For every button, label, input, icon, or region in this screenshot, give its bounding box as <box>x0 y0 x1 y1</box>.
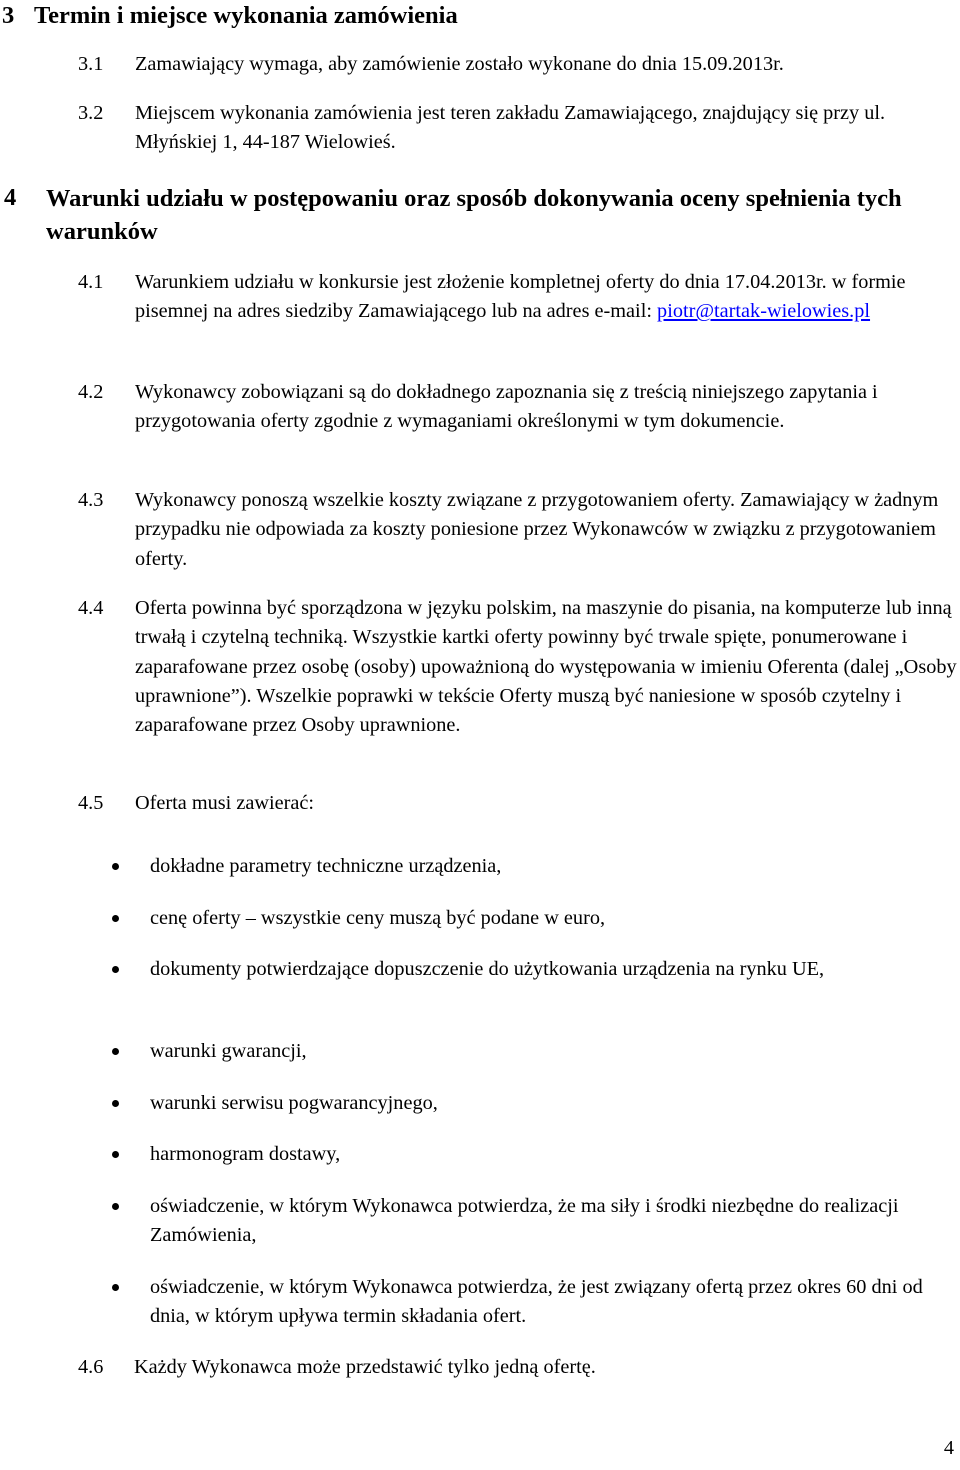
item-4-4 <box>78 594 960 740</box>
bullet-icon <box>112 1100 119 1107</box>
item-4-4-number: 4.4 <box>78 597 104 619</box>
item-4-1-body: Warunkiem udziału w konkursie jest złożenie kompletnej oferty do dnia 17.04.2013r. w formie pisemnej na adres siedziby Zamawiającego lub na adres e-mail: <box>135 271 906 323</box>
item-4-1-number: 4.1 <box>78 271 104 293</box>
list-item-text: oświadczenie, w którym Wykonawca potwierdza, że jest związany ofertą przez okres 60 dni od dnia, w którym upływa termin składania ofert. <box>150 1276 923 1328</box>
list-item-text: warunki serwisu pogwarancyjnego, <box>150 1092 438 1114</box>
bullet-icon <box>112 1048 119 1055</box>
bullet-icon <box>112 1203 119 1210</box>
list-item <box>112 1037 960 1066</box>
item-4-1-text <box>135 268 957 327</box>
item-3-1-text: Zamawiający wymaga, aby zamówienie zostało wykonane do dnia 15.09.2013r. <box>135 53 784 75</box>
list-item-text: warunki gwarancji, <box>150 1040 307 1062</box>
section-3-heading <box>2 0 942 31</box>
bullet-icon <box>112 863 119 870</box>
list-item <box>112 1192 960 1251</box>
list-item-text: oświadczenie, w którym Wykonawca potwierdza, że ma siły i środki niezbędne do realizacji Zamówienia, <box>150 1195 899 1247</box>
item-3-1 <box>78 50 960 79</box>
item-3-2-text: Miejscem wykonania zamówienia jest teren zakładu Zamawiającego, znajdujący się przy ul. Młyńskiej 1, 44-187 Wielowieś. <box>135 102 886 154</box>
item-3-2-number: 3.2 <box>78 102 104 124</box>
section-4-title: Warunki udziału w postępowaniu oraz sposób dokonywania oceny spełnienia tych warunków <box>46 185 902 245</box>
section-3-number: 3 <box>2 2 15 29</box>
list-item <box>112 1140 960 1169</box>
item-4-2-number: 4.2 <box>78 381 104 403</box>
email-link[interactable]: piotr@tartak-wielowies.pl <box>657 300 871 323</box>
list-item <box>112 1089 960 1118</box>
list-item <box>112 1273 960 1332</box>
item-4-6-text: Każdy Wykonawca może przedstawić tylko jedną ofertę. <box>134 1356 596 1378</box>
page-number: 4 <box>943 1437 954 1459</box>
item-4-5 <box>78 789 960 818</box>
item-3-2 <box>78 99 960 158</box>
item-4-5-number: 4.5 <box>78 792 104 814</box>
item-4-3 <box>78 486 960 574</box>
item-4-6-number: 4.6 <box>78 1356 104 1378</box>
list-item-text: cenę oferty – wszystkie ceny muszą być podane w euro, <box>150 907 606 929</box>
list-item <box>112 852 960 881</box>
bullet-icon <box>112 966 119 973</box>
bullet-icon <box>112 915 119 922</box>
list-item <box>112 904 960 933</box>
item-4-2-text: Wykonawcy zobowiązani są do dokładnego zapoznania się z treścią niniejszego zapytania i przygotowania oferty zgodnie z wymaganiami określonymi w tym dokumencie. <box>135 381 878 433</box>
bullet-icon <box>112 1151 119 1158</box>
section-3-title: Termin i miejsce wykonania zamówienia <box>34 2 458 29</box>
list-item-text: dokumenty potwierdzające dopuszczenie do użytkowania urządzenia na rynku UE, <box>150 958 825 980</box>
list-item-text: dokładne parametry techniczne urządzenia, <box>150 855 502 877</box>
item-4-5-text: Oferta musi zawierać: <box>135 792 315 814</box>
list-item <box>112 955 960 984</box>
item-4-4-text: Oferta powinna być sporządzona w języku polskim, na maszynie do pisania, na komputerze lub inną trwałą i czytelną techniką. Wszystkie kartki oferty powinny być trwale spięte, ponumerowane i zaparafowane przez osobę (osoby) upoważnioną do występowania w imieniu Oferenta (dalej „Osoby uprawnione”). Wszelkie poprawki w tekście Oferty muszą być naniesione w sposób czytelny i zaparafowane przez Osoby uprawnione. <box>135 597 957 737</box>
item-4-6 <box>78 1353 960 1382</box>
item-3-1-number: 3.1 <box>78 53 104 75</box>
item-4-3-number: 4.3 <box>78 489 104 511</box>
item-4-2 <box>78 378 960 437</box>
section-4-number: 4 <box>4 184 17 211</box>
item-4-3-text: Wykonawcy ponoszą wszelkie koszty związane z przygotowaniem oferty. Zamawiający w żadnym przypadku nie odpowiada za koszty poniesione przez Wykonawców w związku z przygotowaniem oferty. <box>135 489 939 570</box>
bullet-icon <box>112 1284 119 1291</box>
item-4-1 <box>78 268 960 327</box>
section-4-heading <box>4 182 904 248</box>
list-item-text: harmonogram dostawy, <box>150 1143 341 1165</box>
